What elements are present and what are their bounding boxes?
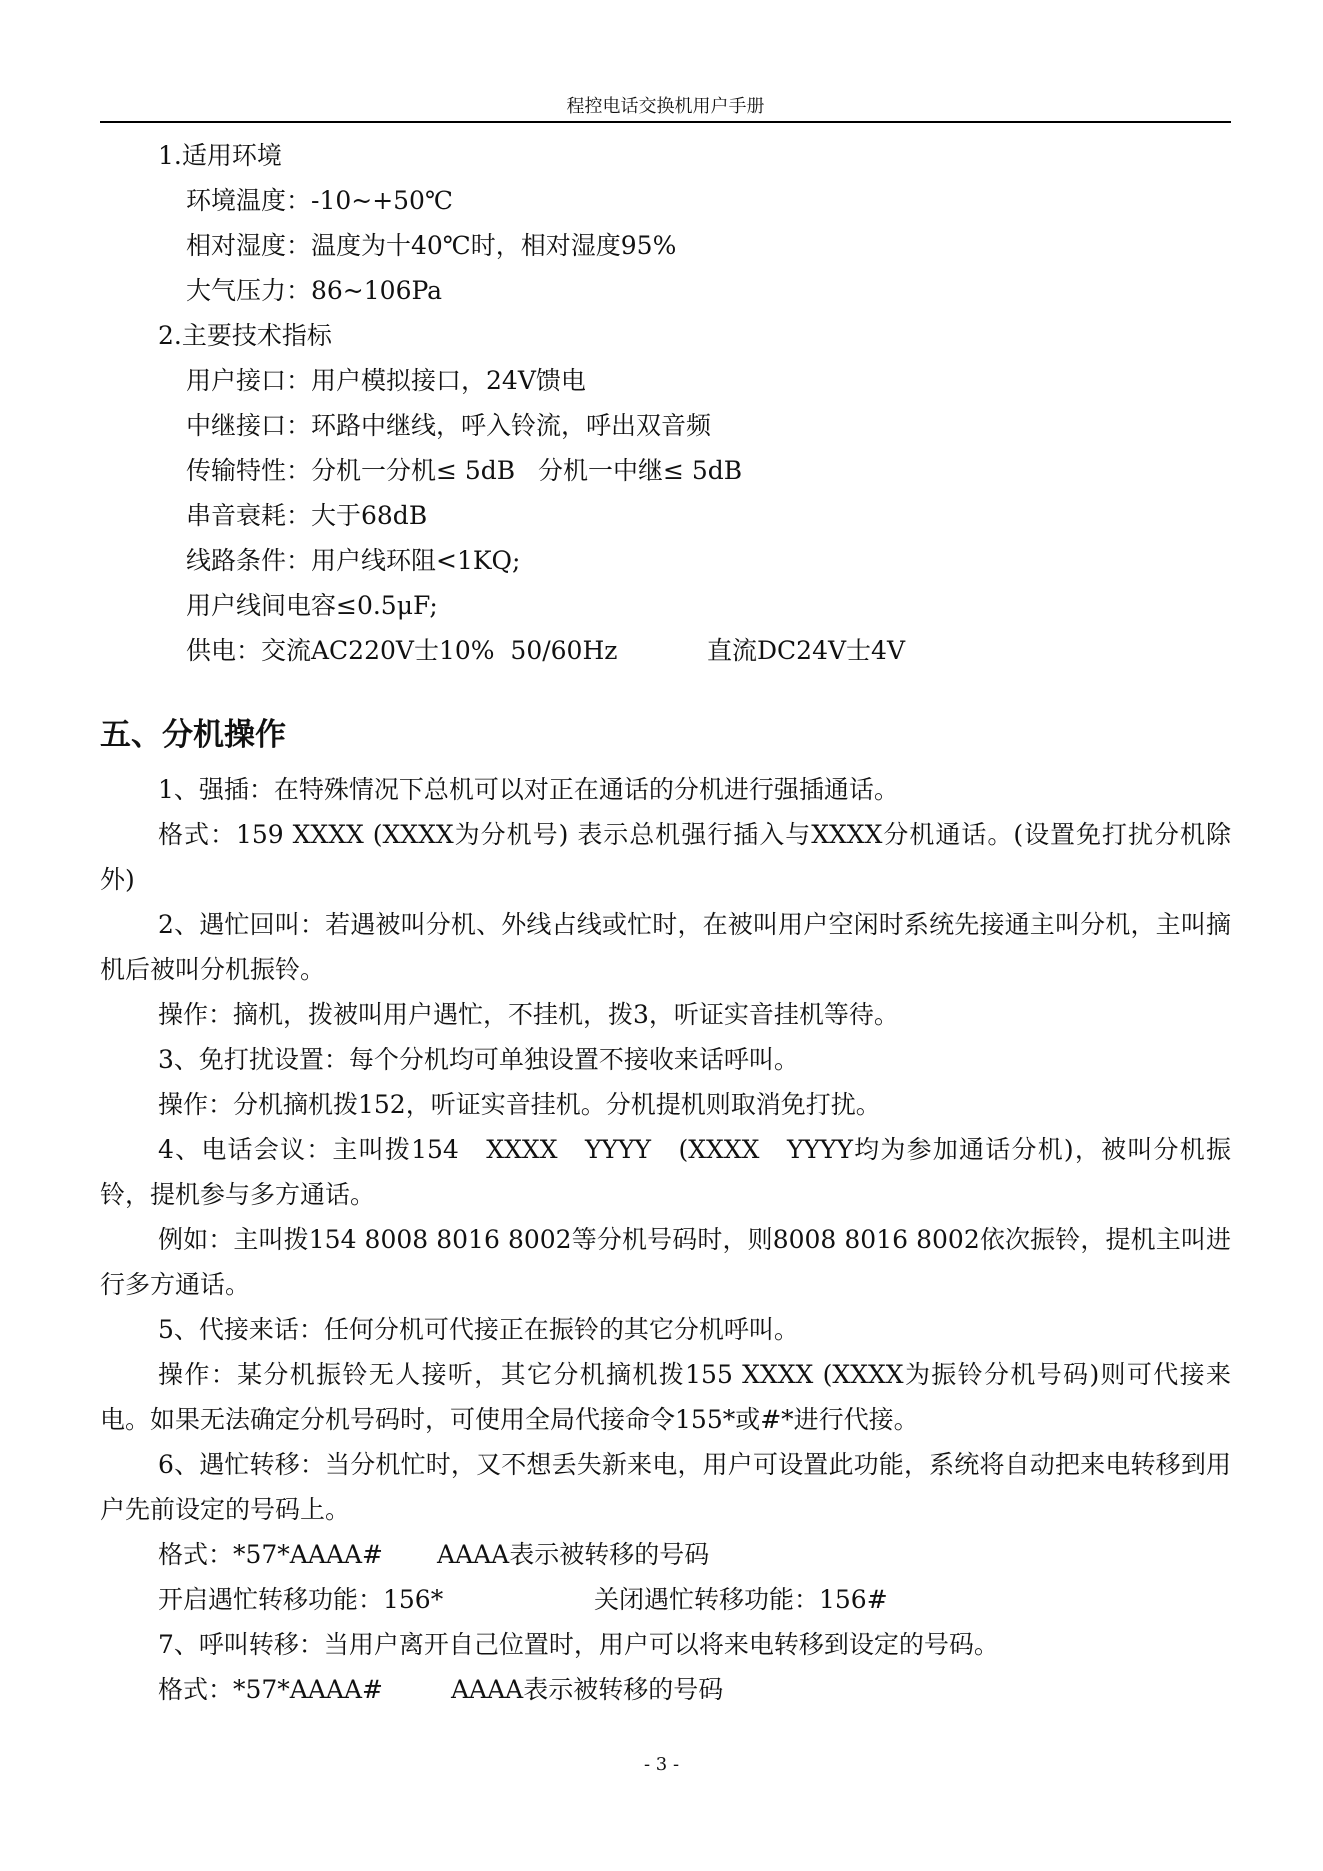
call-forward-format-code: 格式：*57*AAAA# [158, 1675, 383, 1704]
call-forward-format-desc: AAAA表示被转移的号码 [451, 1675, 724, 1704]
busy-forward-toggle [100, 1577, 1231, 1622]
page-content [100, 133, 1231, 1712]
spec-power-ac: 供电：交流AC220V士10% 50/60Hz [186, 636, 618, 665]
specs-heading: 2.主要技术指标 [158, 321, 332, 350]
section-title: 五、分机操作 [100, 717, 286, 753]
env-pressure: 大气压力：86~106Pa [186, 276, 443, 305]
para-busy-callback-op: 操作：摘机，拨被叫用户遇忙，不挂机，拨3，听证实音挂机等待。 [158, 1000, 899, 1029]
spec-transmission-ext-trunk: 分机一中继≤ 5dB [538, 456, 743, 485]
spec-user-interface: 用户接口：用户模拟接口，24V馈电 [186, 366, 586, 395]
env-temperature: 环境温度：-10~+50℃ [186, 186, 453, 215]
spec-crosstalk: 串音衰耗：大于68dB [186, 501, 428, 530]
spec-power [100, 628, 1231, 673]
busy-forward-off: 关闭遇忙转移功能：156# [594, 1585, 888, 1614]
para-dnd-op: 操作：分机摘机拨152，听证实音挂机。分机提机则取消免打扰。 [158, 1090, 881, 1119]
busy-forward-on: 开启遇忙转移功能：156* [158, 1585, 444, 1614]
spec-transmission-ext-ext: 传输特性：分机一分机≤ 5dB [186, 456, 516, 485]
spec-line-condition: 线路条件：用户线环阻<1KQ; [186, 546, 521, 575]
env-heading: 1.适用环境 [158, 141, 282, 170]
spec-capacitance: 用户线间电容≤0.5μF; [186, 591, 438, 620]
spec-trunk-interface: 中继接口：环路中继线，呼入铃流，呼出双音频 [186, 411, 712, 440]
header-rule [100, 121, 1231, 123]
call-forward-format [100, 1667, 1231, 1712]
para-busy-callback: 2、遇忙回叫：若遇被叫分机、外线占线或忙时，在被叫用户空闲时系统先接通主叫分机，主叫摘机后被叫分机振铃。 [100, 910, 1231, 984]
busy-forward-format-code: 格式：*57*AAAA# [158, 1540, 383, 1569]
para-conference-example: 例如：主叫拨154 8008 8016 8002等分机号码时，则8008 8016 8002依次振铃，提机主叫进行多方通话。 [100, 1225, 1231, 1299]
para-pickup-op: 操作：某分机振铃无人接听，其它分机摘机拨155 XXXX (XXXX为振铃分机号码)则可代接来电。如果无法确定分机号码时，可使用全局代接命令155*或#*进行代接。 [100, 1360, 1231, 1434]
para-dnd: 3、免打扰设置：每个分机均可单独设置不接收来话呼叫。 [158, 1045, 799, 1074]
para-conference: 4、电话会议：主叫拨154 XXXX YYYY (XXXX YYYY均为参加通话分机)，被叫分机振铃，提机参与多方通话。 [100, 1135, 1231, 1209]
spec-power-dc: 直流DC24V士4V [707, 636, 905, 665]
page-number: - 3 - [643, 1754, 680, 1775]
busy-forward-format [100, 1532, 1231, 1577]
busy-forward-format-desc: AAAA表示被转移的号码 [437, 1540, 710, 1569]
para-call-forward: 7、呼叫转移：当用户离开自己位置时，用户可以将来电转移到设定的号码。 [158, 1630, 999, 1659]
para-busy-forward: 6、遇忙转移：当分机忙时，又不想丢失新来电，用户可设置此功能，系统将自动把来电转移到用户先前设定的号码上。 [100, 1450, 1231, 1524]
para-barge-in: 1、强插：在特殊情况下总机可以对正在通话的分机进行强插通话。 [158, 775, 899, 804]
para-pickup: 5、代接来话：任何分机可代接正在振铃的其它分机呼叫。 [158, 1315, 799, 1344]
env-humidity: 相对湿度：温度为十40℃时，相对湿度95% [186, 231, 677, 260]
spec-transmission [100, 448, 1231, 493]
para-barge-in-format: 格式：159 XXXX (XXXX为分机号) 表示总机强行插入与XXXX分机通话。(设置免打扰分机除外) [100, 820, 1231, 894]
page-header-title: 程控电话交换机用户手册 [566, 96, 765, 117]
